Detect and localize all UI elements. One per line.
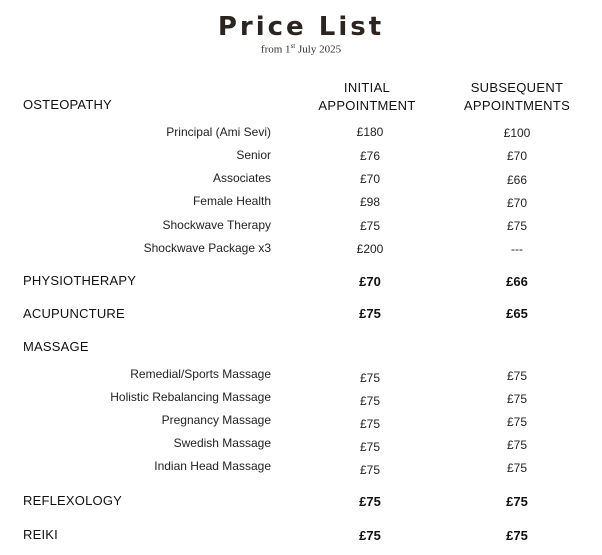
item-name: Shockwave Therapy: [162, 218, 271, 232]
item-name: Associates: [212, 171, 271, 185]
price-subsequent: £75: [506, 461, 528, 475]
page-title: Price List: [217, 12, 385, 42]
price-subsequent: £75: [506, 528, 528, 543]
item-name: Indian Head Massage: [154, 459, 271, 473]
price-initial: £75: [359, 306, 381, 321]
price-subsequent: £75: [506, 369, 528, 383]
price-initial: £70: [359, 274, 381, 289]
price-subsequent: £75: [506, 219, 528, 233]
price-subsequent: £75: [506, 392, 528, 406]
section-acupuncture: ACUPUNCTURE: [23, 306, 125, 321]
item-name: Senior: [236, 148, 271, 162]
price-initial: £75: [359, 394, 381, 408]
price-subsequent: £65: [506, 306, 528, 321]
price-subsequent: £75: [506, 415, 528, 429]
column-header-initial: INITIAL APPOINTMENT: [318, 80, 416, 113]
item-name: Principal (Ami Sevi): [166, 125, 271, 139]
section-reiki: REIKI: [23, 527, 58, 542]
price-subsequent: £66: [506, 274, 528, 289]
price-initial: £70: [359, 172, 381, 186]
price-initial: £75: [359, 463, 381, 477]
item-name: Pregnancy Massage: [161, 413, 271, 427]
effective-date: from 1st July 2025: [260, 42, 342, 56]
price-subsequent: ---: [511, 242, 523, 256]
item-name: Holistic Rebalancing Massage: [110, 390, 271, 404]
price-initial: £75: [359, 528, 381, 543]
price-subsequent: £66: [506, 173, 528, 187]
price-initial: £75: [359, 494, 381, 509]
price-initial: £75: [359, 417, 381, 431]
price-initial: £75: [359, 440, 381, 454]
item-name: Shockwave Package x3: [143, 241, 271, 255]
price-initial: £98: [359, 195, 381, 209]
price-subsequent: £100: [503, 126, 531, 140]
section-reflexology: REFLEXOLOGY: [23, 493, 123, 508]
price-initial: £75: [359, 371, 381, 385]
item-name: Swedish Massage: [173, 436, 271, 450]
item-name: Female Health: [192, 194, 271, 208]
price-subsequent: £70: [506, 196, 528, 210]
section-massage: MASSAGE: [23, 339, 89, 354]
price-initial: £180: [356, 125, 384, 139]
price-initial: £76: [359, 149, 381, 163]
column-header-subsequent: SUBSEQUENT APPOINTMENTS: [463, 80, 571, 113]
price-subsequent: £70: [506, 149, 528, 163]
section-physiotherapy: PHYSIOTHERAPY: [23, 273, 137, 288]
price-subsequent: £75: [506, 438, 528, 452]
price-initial: £200: [356, 242, 384, 256]
price-initial: £75: [359, 219, 381, 233]
item-name: Remedial/Sports Massage: [130, 367, 271, 381]
section-osteopathy: OSTEOPATHY: [23, 97, 112, 112]
price-subsequent: £75: [506, 494, 528, 509]
